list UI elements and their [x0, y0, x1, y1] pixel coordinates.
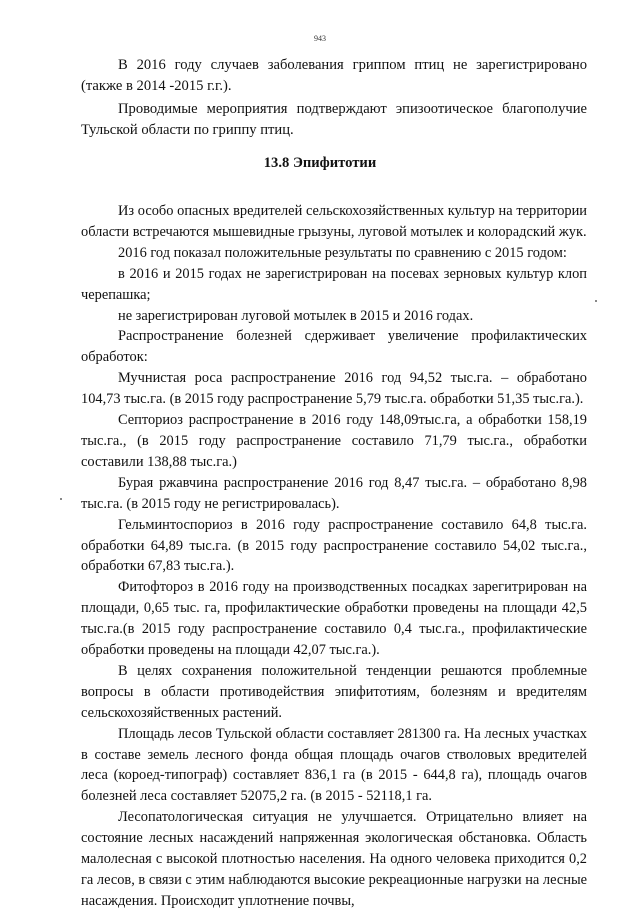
- section-heading: 13.8 Эпифитотии: [263, 155, 377, 171]
- section-body: [81, 201, 587, 912]
- scan-speck: [60, 498, 62, 500]
- body-paragraph: Из особо опасных вредителей сельскохозяйственных культур на территории области встречаются мышевидные грызуны, луговой мотылек и колорадский жук.: [81, 203, 587, 240]
- intro-paragraph: В 2016 году случаев заболевания гриппом птиц не зарегистрировано (также в 2014 -2015 г.г.).: [81, 57, 587, 95]
- body-paragraph: Фитофтороз в 2016 году на производственных посадках зарегитрирован на площади, 0,65 тыс. га, профилактические обработки проведены на площади 42,5 тыс.га.(в 2015 году распространение составило 0,4 тыс.га., профилактические обработки проведены на площади 42,07 тыс.га.).: [81, 579, 587, 659]
- body-paragraph: Распространение болезней сдерживает увеличение профилактических обработок:: [81, 328, 587, 366]
- page-number: 943: [314, 34, 326, 43]
- body-paragraph: Бурая ржавчина распространение 2016 год 8,47 тыс.га. – обработано 8,98 тыс.га. (в 2015 году не регистрировалась).: [81, 474, 587, 512]
- intro-block: [81, 55, 587, 141]
- body-paragraph: Лесопатологическая ситуация не улучшается. Отрицательно влияет на состояние лесных насаждений напряженная экологическая обстановка. Область малолесная с высокой плотностью населения. На одного человека приходится 0,2 га лесов, в связи с этим наблюдаются высокие рекреационные нагрузки на лесные насаждения. Происходит уплотнение почвы,: [81, 809, 587, 909]
- body-paragraph: 2016 год показал положительные результаты по сравнению с 2015 годом:: [118, 244, 567, 261]
- body-paragraph: Гельминтоспориоз в 2016 году распространение составило 64,8 тыс.га. обработки 64,89 тыс.га. (в 2015 году распространение составило 54,02 тыс.га., обработки 67,83 тыс.га.).: [81, 516, 587, 575]
- body-paragraph: в 2016 и 2015 годах не зарегистрирован на посевах зерновых культур клоп черепашка;: [81, 265, 587, 303]
- scan-speck: [595, 300, 597, 302]
- body-paragraph: Площадь лесов Тульской области составляет 281300 га. На лесных участках в составе земель лесного фонда общая площадь очагов стволовых вредителей леса (короед-типограф) составляет 836,1 га (в 2015 - 644,8 га), площадь очагов болезней леса составляет 52075,2 га. (в 2015 - 52118,1 га.: [81, 725, 587, 805]
- body-paragraph: не зарегистрирован луговой мотылек в 2015 и 2016 годах.: [118, 307, 474, 324]
- body-paragraph: В целях сохранения положительной тенденции решаются проблемные вопросы в области противодействия эпифитотиям, болезням и вредителям сельскохозяйственных растений.: [81, 662, 587, 721]
- intro-paragraph: Проводимые мероприятия подтверждают эпизоотическое благополучие Тульской области по гриппу птиц.: [81, 100, 587, 138]
- body-paragraph: Септориоз распространение в 2016 году 148,09тыс.га, а обработки 158,19 тыс.га., (в 2015 году распространение составило 71,79 тыс.га., обработки составили 138,88 тыс.га.): [81, 412, 587, 470]
- body-paragraph: Мучнистая роса распространение 2016 год 94,52 тыс.га. – обработано 104,73 тыс.га. (в 2015 году распространение 5,79 тыс.га. обработки 51,35 тыс.га.).: [81, 370, 587, 408]
